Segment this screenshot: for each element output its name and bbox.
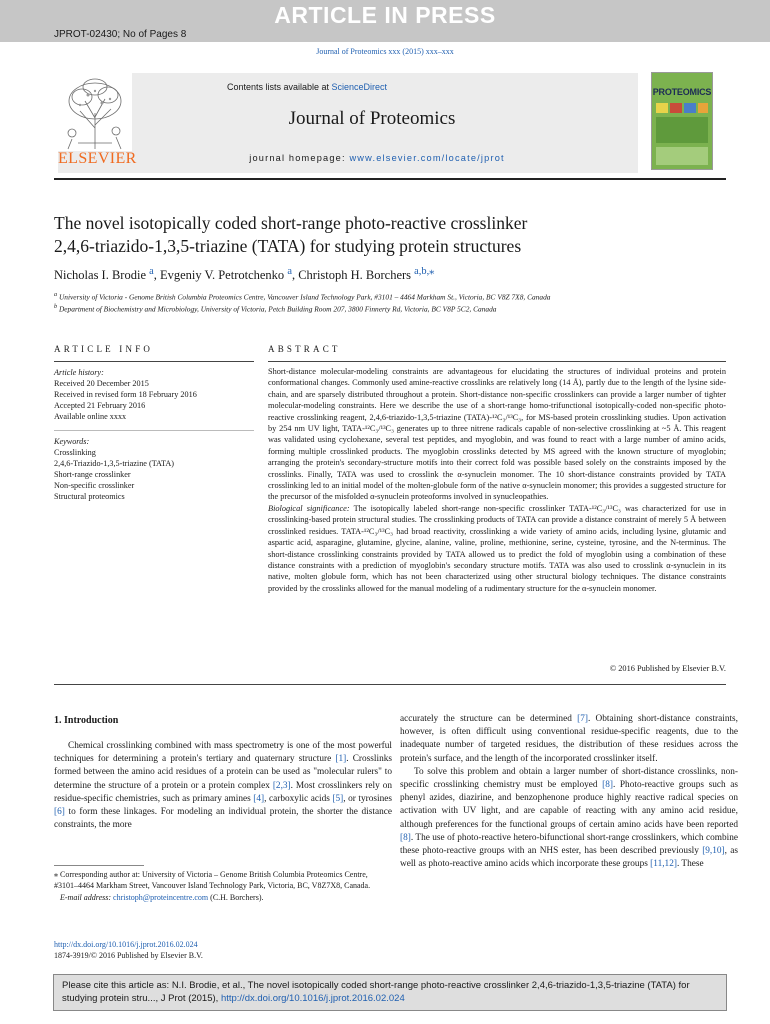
history-item: Received 20 December 2015: [54, 379, 149, 388]
email-link[interactable]: christoph@proteincentre.com: [113, 892, 209, 902]
sciencedirect-link[interactable]: ScienceDirect: [331, 82, 388, 92]
masthead-rule: [54, 178, 726, 180]
citation-link[interactable]: [2,3]: [272, 780, 291, 791]
biological-significance-text: The isotopically labeled short-range non-specific crosslinker TATA-¹²C₃/¹³C₃ was characterized for use in crosslinking-based protein structural studies. The crosslinking products of TATA can provide a distance constraint of merely 5 Å between crosslinked residues. TATA-¹²C₃/¹³C₃ had broad reactivity, crosslinking a wide variety of amino acids, including lysine, glutamic and aspartic acid, asparagine, glutamine, glycine, alanine, valine, proline, methionine, serine, cysteine, tyrosine, and the N-terminus. The short-distance crosslinking constraints provided by TATA allowed us to predict the fold of myoglobin using a combination of these distance constraints with a prediction of myoglobin's secondary structure motifs. TATA was also used to crosslink α-synuclein in its native, molten globule form, which has not been characterized using other structural biology techniques. The distance constraints provided by the crosslinks allowed for the manual modeling of a rudimentary structure for the α-synuclein monomer.: [268, 503, 726, 593]
footnote-mark: ⁎: [54, 870, 58, 879]
article-title-line-1: The novel isotopically coded short-range photo-reactive crosslinker: [54, 213, 528, 233]
abstract-bottom-rule: [54, 684, 726, 685]
journal-homepage-line: [132, 153, 622, 163]
citation-link[interactable]: [6]: [54, 807, 65, 818]
abstract-copyright: © 2016 Published by Elsevier B.V.: [609, 664, 726, 673]
body-column-left: [54, 740, 392, 832]
author-affiliation-mark[interactable]: a: [149, 266, 154, 277]
history-item: Available online xxxx: [54, 412, 127, 421]
author-affiliation-mark[interactable]: a,b,⁎: [414, 266, 435, 277]
keyword: Structural proteomics: [54, 492, 125, 501]
keyword: 2,4,6-Triazido-1,3,5-triazine (TATA): [54, 459, 175, 468]
journal-reference[interactable]: Journal of Proteomics xxx (2015) xxx–xxx: [316, 47, 454, 56]
keyword: Crosslinking: [54, 448, 96, 457]
history-item: Received in revised form 18 February 2016: [54, 390, 197, 399]
cover-artwork-icon: [652, 99, 712, 169]
email-suffix: (C.H. Borchers).: [208, 892, 264, 902]
intro-paragraph: To solve this problem and obtain a larger number of short-distance crosslinks, non-specific crosslinking chemistry must be employed [8]. Photo-reactive groups such as phenyl azides, diazirine, and benzophenone produce highly reactive radical species on activation with UV light, and are capable of reacting with any amino acid residue, although preferences for the functional groups of certain amino acids have been reported [8]. The use of photo-reactive hetero-bifunctional short-range crosslinkers, which combine these photo-reactive groups with an NHS ester, has been described previously [9,10], as well as photo-reactive amino acids which incorporate these groups [11,12]. These: [400, 766, 738, 870]
article-info-rule: [54, 361, 254, 362]
body-column-right: [400, 713, 738, 871]
homepage-prefix: journal homepage:: [249, 153, 350, 163]
affiliation-a: [54, 292, 714, 301]
author-affiliation-mark[interactable]: a: [287, 266, 292, 277]
journal-title: Journal of Proteomics: [288, 108, 456, 129]
corresponding-author-footnote: [54, 869, 384, 903]
journal-cover-image: [651, 72, 713, 170]
citation-link[interactable]: [5]: [332, 793, 344, 804]
history-divider: [54, 430, 254, 431]
issn-line: 1874-3919/© 2016 Published by Elsevier B.V.: [54, 951, 203, 960]
affiliation-text: Department of Biochemistry and Microbiology, University of Victoria, Petch Building Room 207, 3800 Finnerty Rd, Victoria, BC V8P 5C2, Canada: [58, 304, 497, 314]
intro-paragraph: accurately the structure can be determined [7]. Obtaining short-distance constraints, however, is often difficult using conventional residue-specific reagents, due to the inadequate number of targeted residues, the distribution of these residues across the protein's surface, and the length of the incorporated crosslinker itself.: [400, 714, 739, 764]
author-name: Christoph H. Borchers: [298, 268, 412, 283]
abstract-paragraph: Short-distance molecular-modeling constraints are advantageous for elucidating the structures of individual proteins and protein conformational changes. Commonly used amine-reactive crosslinks are relatively long (14 Å), partly due to the length of the lysine side-chain, and are sparsely distributed throughout a protein. Short-distance non-specific crosslinkers can provide a larger number of tighter molecular-modeling constraints. Here we describe the use of a short-range homo-trifunctional isotopically-coded non-specific photo-reactive crosslinking reagent, 2,4,6-triazido-1,3,5-triazine (TATA)-¹²C₃/¹³C₃, for MS-based protein crosslinking studies. Upon activation by 254 nm UV light, TATA-¹²C₃/¹³C₃ generates up to three nitrene radicals capable of non-selective crosslinking at ~5 Å. This reagent was validated using cyclohexane, several test peptides, and myoglobin, and was found to react with a large number of amino acids, forming multiple crosslinked products. The myoglobin crosslinks detected by MS agreed with the known structure of myoglobin; arranging the protein's secondary-structure motifs into their correct fold was possible based solely on the constraints imposed by the crosslinks. Finally, TATA was used to crosslink the α-synuclein monomer. The 10 short-distance constraints provided by TATA crosslinking led to an initial model of the molten-globule form of the native α-synuclein monomer; this provides a suggested structure for the precursor of the misfolded α-synuclein proteoforms involved in synucleopathies.: [268, 367, 726, 502]
article-info-heading: ARTICLE INFO: [54, 344, 154, 354]
author-name: Nicholas I. Brodie: [54, 268, 146, 283]
elsevier-wordmark: ELSEVIER: [58, 150, 137, 167]
keyword: Non-specific crosslinker: [54, 481, 135, 490]
footnote-text: Corresponding author at: University of Victoria – Genome British Columbia Proteomics Centre, #3101–4464 Markham Street, Vancouver Island Technology Park, Victoria, BC, V8Z7X8, Canada.: [54, 870, 371, 891]
keywords: [54, 436, 254, 502]
cover-title: PROTEOMICS: [652, 87, 712, 97]
history-label: Article history:: [54, 368, 104, 377]
doi-link[interactable]: http://dx.doi.org/10.1016/j.jprot.2016.02.024: [54, 940, 198, 949]
citation-link[interactable]: [4]: [253, 793, 265, 804]
article-title: [54, 212, 694, 258]
doi-block: [54, 939, 384, 961]
history-item: Accepted 21 February 2016: [54, 401, 146, 410]
article-title-line-2: 2,4,6-triazido-1,3,5-triazine (TATA) for studying protein structures: [54, 236, 522, 256]
footnote-rule: [54, 865, 144, 866]
author-name: Evgeniy V. Petrotchenko: [160, 268, 285, 283]
abstract-rule: [268, 361, 726, 362]
keywords-label: Keywords:: [54, 437, 90, 446]
affiliation-text: University of Victoria - Genome British Columbia Proteomics Centre, Vancouver Island Technology Park, #3101 – 4464 Markham St., Victoria, BC V8Z 7X8, Canada: [58, 292, 551, 302]
contents-line: [132, 82, 482, 92]
intro-paragraph: Chemical crosslinking combined with mass spectrometry is one of the most powerful techniques for determining a protein's tertiary and quaternary structure [1]. Crosslinks formed between the amino acid residues of a protein can be used as "molecular rulers" to determine the structure of a protein or a protein complex [2,3]. Most crosslinkers rely on residue-specific chemistries, such as primary amines [4], carboxylic acids [5], or tyrosines [6] to form these linkages. For modeling an individual protein, the shorter the distance constraints, the more: [54, 741, 392, 831]
citation-link[interactable]: [8]: [400, 832, 411, 843]
keyword: Short-range crosslinker: [54, 470, 131, 479]
citation-link[interactable]: [7]: [577, 714, 588, 724]
citation-link[interactable]: [1]: [335, 754, 347, 765]
affiliation-mark: b: [54, 304, 58, 310]
citation-text: [62, 979, 722, 1005]
article-history: [54, 367, 254, 422]
abstract-body: [268, 366, 726, 594]
affiliation-mark: a: [54, 292, 58, 298]
affiliation-b: [54, 304, 714, 313]
homepage-link[interactable]: www.elsevier.com/locate/jprot: [349, 153, 505, 163]
author-list: Nicholas I. Brodie $^a$, Evgeniy V. Petrotchenko $^a$, Christoph H. Borchers $^{a,b,⁎}$: [54, 266, 435, 283]
citation-doi-link[interactable]: http://dx.doi.org/10.1016/j.jprot.2016.02.024: [220, 993, 405, 1004]
email-label: E-mail address:: [60, 892, 114, 902]
abstract-heading: ABSTRACT: [268, 344, 341, 354]
citation-prefix: Please cite this article as: N.I. Brodie, et al., The novel isotopically coded short-range photo-reactive crosslinker 2,4,6-triazido-1,3,5-triazine (TATA) for studying protein stru..., J Prot (2015),: [62, 980, 690, 1004]
citation-link[interactable]: [8]: [602, 780, 613, 791]
contents-prefix: Contents lists available at: [226, 82, 332, 92]
manuscript-id: JPROT-02430; No of Pages 8: [54, 29, 187, 40]
biological-significance-label: Biological significance:: [268, 503, 350, 513]
biological-significance-paragraph: [268, 503, 726, 594]
citation-link[interactable]: [9,10]: [702, 846, 725, 857]
citation-link[interactable]: [11,12]: [650, 859, 677, 870]
article-in-press-text: ARTICLE IN PRESS: [274, 2, 496, 28]
section-heading-introduction: 1. Introduction: [54, 715, 119, 726]
